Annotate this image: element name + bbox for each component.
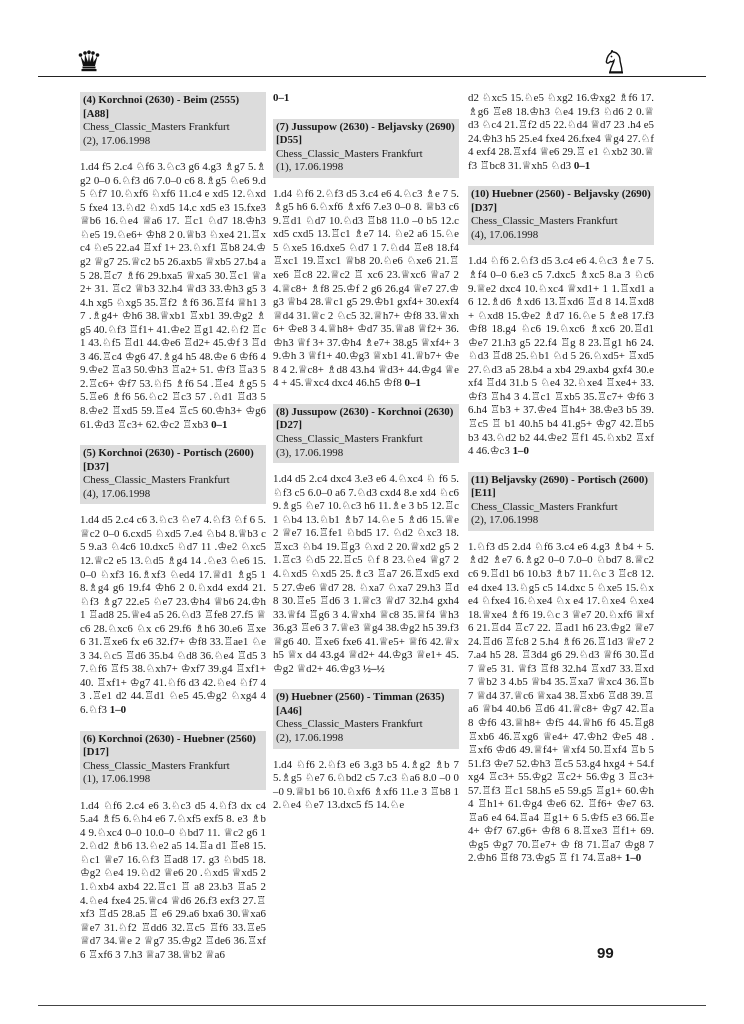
column-3 bbox=[468, 92, 654, 879]
game-11 bbox=[468, 472, 654, 866]
event-name: Chess_Classic_Masters Frankfurt bbox=[471, 500, 618, 513]
round-date: (2), 17.06.1998 bbox=[276, 731, 344, 744]
move-text bbox=[273, 92, 459, 106]
game-result: 0–1 bbox=[404, 377, 421, 390]
game-10 bbox=[468, 186, 654, 458]
event-name: Chess_Classic_Masters Frankfurt bbox=[276, 147, 423, 160]
round-date: (1), 17.06.1998 bbox=[276, 161, 344, 174]
game-header bbox=[273, 404, 459, 463]
event-name: Chess_Classic_Masters Frankfurt bbox=[83, 474, 230, 487]
round-date: (2), 17.06.1998 bbox=[83, 134, 151, 147]
move-text: 1.d4 d5 2.c4 dxc4 3.e3 e6 4.♘xc4 ♘ f6 5.♘f3 c5 6.0–0 a6 7.♘d3 cxd4 8.e xd4 ♘c6 9.♗g5 ♘e7 10.♘c3 h6 11.♗e 3 b5 12.♖c1 ♘b4 13.♘b1 ♗b7 14.♘e 5 ♗d6 15.♕e2 ♕e7 16.♖fe1 ♘bd5 17. ♘d2 ♘xc3 18.♖xc3 ♘b4 19.♖g3 ♘xd 2 20.♕xd2 g5 21.♖c3 ♘d5 22.♖c5 ♘f 8 23.♘e4 ♕g7 24.♘xd5 ♘xd5 25.♗c3 ♖a7 26.♖xd5 exd5 27.♔e6 ♕d7 28. ♘xa7 ♘xa7 29.h3 ♖d8 30.♖e5 ♖d6 3 1.♕c3 ♕d7 32.h4 gxh4 33.♕f4 ♖g6 3 4.♕xh4 ♕c8 35.♕f4 ♕h3 36.g3 ♖e6 3 7.♕e3 ♕g4 38.♔g2 h5 39.f3 ♕g6 40. ♖xe6 fxe6 41.♕e5+ ♕f6 42.♕xh5 ♕x d4 43.g4 ♕d2+ 44.♔g3 ♕e1+ 45.♔g2 ♕d2+ 46.♔g3 ½–½ bbox=[273, 473, 459, 675]
eco-code: [A88] bbox=[83, 107, 110, 120]
footer-rule bbox=[38, 1005, 706, 1006]
move-text: 1.d4 ♘f6 2.c4 e6 3.♘c3 d5 4.♘f3 dx c4 5.a4 ♗f5 6.♘h4 e6 7.♘xf5 exf5 8. e3 ♗b4 9.♘xc4 0–0 10.0–0 ♘bd7 11. ♕c2 g6 12.♘d2 ♗b6 13.♘e2 a5 14.♖a d1 ♖e8 15.♘c1 ♕e7 16.♘f3 ♖ad8 17. g3 ♘bd5 18.♔g2 ♘e4 19.♘d2 ♕e6 20 .♘xd5 ♕xd5 21.♘xb4 axb4 22.♖c1 ♖ a8 23.b3 ♖a5 24.♘e4 fxe4 25.♕c4 ♕d6 26.f3 exf3 27.♖xf3 ♖d5 28.a5 ♖ e6 29.a6 bxa6 30.♕xa6 ♕e7 31.♘f2 ♖dd6 32.♖c5 ♖f6 33.♖e5 ♕d7 34.♕e 2 ♕g7 35.♔g2 ♖de6 36.♖xf6 ♖xf6 3 7.h3 ♕a7 38.♕b2 ♕a6 bbox=[80, 799, 266, 961]
game-4 bbox=[80, 92, 266, 432]
game-header bbox=[80, 92, 266, 151]
event-name: Chess_Classic_Masters Frankfurt bbox=[83, 759, 230, 772]
event-name: Chess_Classic_Masters Frankfurt bbox=[276, 718, 423, 731]
game-5 bbox=[80, 445, 266, 717]
queen-icon bbox=[78, 50, 100, 72]
page-number: 99 bbox=[597, 945, 614, 962]
knight-icon bbox=[604, 50, 626, 74]
event-name: Chess_Classic_Masters Frankfurt bbox=[471, 215, 618, 228]
game-9-continued bbox=[468, 92, 654, 173]
game-result: 0–1 bbox=[211, 418, 228, 431]
game-header bbox=[80, 731, 266, 790]
move-text: d2 ♘xc5 15.♘e5 ♘xg2 16.♔xg2 ♗f6 17.♗g6 ♖e8 18.♔h3 ♘e4 19.f3 ♘d6 2 0.♕d3 ♘c4 21.♖f2 d5 22.♘d4 ♕d7 23 .h4 e5 24.♔h3 h5 25.e4 fxe4 26.fxe4 ♕g4 27.♘f4 exf4 28.♖xf4 ♕e6 29.♖ e1 ♘xb2 30.♕f3 ♖bc8 31.♕xh5 ♘d3 0–1 bbox=[468, 92, 654, 172]
round-date: (3), 17.06.1998 bbox=[276, 446, 344, 459]
game-title: (4) Korchnoi (2630) - Beim (2555) bbox=[83, 94, 240, 106]
round-date: (2), 17.06.1998 bbox=[471, 514, 539, 527]
move-text: 1.d4 ♘f6 2.♘f3 d5 3.c4 e6 4.♘c3 ♗e 7 5.♗g5 h6 6.♘xf6 ♗xf6 7.e3 0–0 8. ♕b3 c6 9.♖d1 ♘d7 10.♘d3 ♖b8 11.0 –0 b5 12.cxd5 cxd5 13.♖c1 ♗e7 14. ♘e2 a6 15.♘e5 ♘xe5 16.dxe5 ♘d7 1 7.♘d4 ♖e8 18.f4 ♖xc1 19.♖xc1 ♕b8 20.♘e6 ♘xe6 21.♖xe6 ♖c8 22.♕c2 ♖ xc6 23.♕xc6 ♕a7 24.♕c8+ ♗f8 25.♔f 2 g6 26.g4 ♕e7 27.♔g3 ♕b4 28.♕c1 g5 29.♔b1 gxf4+ 30.exf4 ♕d4 31.♕c 2 ♘c5 32.♕h7+ ♔f8 33.♕xh6+ ♔e8 3 4.♕h8+ ♔d7 35.♕a8 ♕f2+ 36.♔h3 ♕f 3+ 37.♔h4 ♗e7+ 38.g5 ♕xf4+ 39.♔h 3 ♕f1+ 40.♔g3 ♕xb1 41.♕b7+ ♔e8 4 2.♕c8+ ♗d8 43.h4 ♕d3+ 44.♔g4 ♕e4 + 45.♕xc4 dxc4 46.h5 ♔f8 0–1 bbox=[273, 187, 459, 390]
game-result: 0–1 bbox=[573, 159, 591, 172]
column-1 bbox=[80, 92, 266, 975]
round-date: (4), 17.06.1998 bbox=[471, 228, 539, 241]
round-date: (4), 17.06.1998 bbox=[83, 487, 151, 500]
game-result: 0–1 bbox=[273, 92, 290, 104]
game-result: 1–0 bbox=[624, 852, 642, 865]
game-result: 1–0 bbox=[109, 703, 127, 716]
move-text: 1.d4 ♘f6 2.♘f3 d5 3.c4 e6 4.♘c3 ♗e 7 5.♗f4 0–0 6.e3 c5 7.dxc5 ♗xc5 8.a 3 ♘c6 9.♕e2 dxc4 10.♘xc4 ♕xd1+ 1 1.♖xd1 a6 12.♗d6 ♗xd6 13.♖xd6 ♖d 8 14.♖xd8+ ♘xd8 15.♔e2 ♗d7 16.♘e 5 ♗e8 17.f3 ♔f8 18.g4 ♘c6 19.♘xc6 ♗xc6 20.♖d1 ♔e7 21.h3 g5 22.f4 ♖g 8 23.♖g1 h6 24.♘d3 ♖d8 25.♘b1 ♘d 5 26.♘xd5+ ♖xd5 27.♘d3 a5 28.b4 a xb4 29.axb4 gxf4 30.exf4 ♖d4 31.b 5 ♘e4 32.♘xe4 ♖xe4+ 33.♔f3 ♖h4 3 4.♖c1 ♖xb5 35.♖c7+ ♔f6 36.h4 ♖b3 + 37.♔e4 ♖h4+ 38.♔e3 b5 39.♖c5 ♖ b1 40.h5 b4 41.g5+ ♔g7 42.♖b5 b3 43.♘d2 b2 44.♔e2 ♖f1 45.♘xb2 ♖xf 4 46.♔c3 1–0 bbox=[468, 255, 654, 458]
game-header bbox=[273, 689, 459, 748]
move-text: 1.d4 d5 2.c4 c6 3.♘c3 ♘e7 4.♘f3 ♘f 6 5.♕c2 0–0 6.cxd5 ♘xd5 7.e4 ♘b4 8.♕b3 c5 9.a3 ♘4c6 10.dxc5 ♘d7 11 .♔e2 ♘xc5 12.♕c2 e5 13.♘d5 ♗g4 14 .♘e3 ♘e6 15.0–0 ♘xf3 16.♗xf3 ♘ed4 17.♕d1 ♗g5 18.♗g4 g6 19.f4 ♔h6 2 0.♘xd4 exd4 21.♘f3 ♗g7 22.e5 ♘e7 23.♔h4 ♕b6 24.♔h1 ♖ad8 25.♕e4 a5 26.♘d3 ♖fe8 27.f5 ♕c6 28.♘xc6 ♘x c6 29.f6 ♗h6 30.e6 ♖xe6 31.♖xe6 fx e6 32.f7+ ♔f8 33.♖ae1 ♘e3 34.♘c5 ♖d6 35.b4 ♘d8 36.♘e4 ♖d5 37.♘f6 ♖f5 38.♘xh7+ ♔xf7 39.g4 ♖xf1+ 40. ♖xf1+ ♔g7 41.♘f6 d3 42.♘e4 ♘f7 43 .♖e1 d2 44.♖d1 ♘e5 45.♔g2 ♘xg4 4 6.♘f3 1–0 bbox=[80, 514, 266, 716]
game-title: (8) Jussupow (2630) - Korchnoi (2630) [D27] bbox=[276, 405, 454, 432]
game-7 bbox=[273, 119, 459, 391]
game-6-continued bbox=[273, 92, 459, 106]
move-text: 1.d4 f5 2.c4 ♘f6 3.♘c3 g6 4.g3 ♗g7 5.♗g2 0–0 6.♘f3 d6 7.0–0 c6 8.♗g5 ♘e6 9.d5 ♘f7 10.♘xf6 ♘xf6 11.c4 e xd5 12.♘xd5 fxe4 13.♘d2 ♘xd5 14.c xd5 e3 15.fxe3 ♕b6 16.♘e4 ♕a6 17. ♖c1 ♘d7 18.♔h3 ♘e5 19.♘e6+ ♔h8 2 0.♕b3 ♘xe4 21.♖xc4 ♘e5 22.a4 ♖xf 1+ 23.♘xf1 ♖b8 24.♔g2 ♕g7 25.♕c2 b5 26.axb5 ♕xb5 27.b4 a5 28.♖c7 ♗f6 29.bxa5 ♕xa5 30.♖c1 ♕a2+ 31. ♖c2 ♕b3 32.h4 ♕d3 33.♔h3 g5 34.h xg5 ♘xg5 35.♖f2 ♗f6 36.♖f4 ♕h1 37 .♗g4+ ♔h6 38.♕xb1 ♖xb1 39.♔g2 ♗ g5 40.♘f3 ♖f1+ 41.♔e2 ♖g1 42.♘f2 ♖c1 43.♘f5 ♖d1 44.♔e6 ♖d2+ 45.♔f 3 ♖d3 46.♖c4 ♔g6 47.♗g4 h5 48.♔e 6 ♔f6 49.♔e2 ♖a3 50.♔h3 ♖a2+ 51. ♔f3 ♖a3 52.♖c6+ ♔f7 53.♘f5 ♗f6 54 .♖e4 ♗g5 55.♖e6 ♗f6 56.♘c2 ♖c3 57 .♘d1 ♖d3 58.♔e2 ♖xd5 59.♖e4 ♖c5 60.♔h3+ ♔g6 61.♔d3 ♖c3+ 62.♔c2 ♖xb3 0–1 bbox=[80, 161, 267, 431]
game-title: (5) Korchnoi (2630) - Portisch (2600) [D37] bbox=[83, 447, 254, 473]
game-title: (7) Jussupow (2630) - Beljavsky (2690) [D55] bbox=[276, 120, 455, 147]
event-name: Chess_Classic_Masters Frankfurt bbox=[83, 121, 230, 134]
game-result: ½–½ bbox=[362, 662, 385, 675]
move-text: 1.♘f3 d5 2.d4 ♘f6 3.c4 e6 4.g3 ♗b4 + 5.♗d2 ♗e7 6.♗g2 0–0 7.0–0 ♘bd7 8.♕c2 c6 9.♖d1 b6 10.b3 ♗b7 11.♘c 3 ♖c8 12.e4 dxe4 13.♘g5 c5 14.dxc 5 ♘xe5 15.♘xe4 ♘fxe4 16.♘xe4 ♘x e4 17.♘xe4 ♘xe4 18.♕xe4 ♗f6 19.♘c 3 ♕e7 20.♘xf6 ♕xf6 21.♖d4 ♖c7 22. ♖ad1 h6 23.♔g2 ♕e7 24.♖d6 ♖fc8 2 5.h4 ♗f6 26.♖1d3 ♕e7 27.a4 h5 28. ♖3d4 g6 29.♘d3 ♕f6 30.♖d7 ♕e5 31. ♕f3 ♖f8 32.h4 ♖xd7 33.♖xd7 ♕b2 3 4.b5 ♕b4 35.♖xa7 ♕xc4 36.♖b7 ♕d4 37.♕c6 ♕xa4 38.♖xb6 ♖d8 39.♖a6 ♕b4 40.b6 ♖d6 41.♕c8+ ♔g7 42.♖a8 ♔f6 43.♕h8+ ♔f5 44.♕h6 f6 45.♖g8 ♖xb6 46.♖xg6 ♕e4+ 47.♔h2 ♔e5 48 .♖xf6 ♔d6 49.♕f4+ ♕xf4 50.♖xf4 ♖b 5 51.f3 ♔e7 52.♔h3 ♖c5 53.g4 hxg4 + 54.fxg4 ♖c3+ 55.♔g2 ♖c2+ 56.♔g 3 ♖c3+ 57.♖f3 ♖c1 58.h5 e5 59.g5 ♖g1+ 60.♔h4 ♖h1+ 61.♔g4 ♔e6 62. ♖f6+ ♔e7 63.♖a6 e4 64.♖a4 ♖g1+ 6 5.♔f5 e3 66.♖e4+ ♔f7 67.g6+ ♔f8 6 8.♖xe3 ♖f1+ 69.♔g5 ♔g7 70.♖e7+ ♔ f8 71.♖a7 ♔g8 72.♔h6 ♖f8 73.♔g5 ♖ f1 74.♖a8+ 1–0 bbox=[468, 540, 654, 865]
game-title: (11) Beljavsky (2690) - Portisch (2600) [E11] bbox=[471, 473, 648, 500]
game-title: (6) Korchnoi (2630) - Huebner (2560) [D17] bbox=[83, 732, 256, 759]
header-rule bbox=[38, 76, 706, 77]
round-date: (1), 17.06.1998 bbox=[83, 773, 151, 786]
event-name: Chess_Classic_Masters Frankfurt bbox=[276, 433, 423, 446]
move-text: 1.d4 ♘f6 2.♘f3 e6 3.g3 b5 4.♗g2 ♗b 7 5.♗g5 ♘e7 6.♘bd2 c5 7.c3 ♘a6 8.0 –0 0–0 9.♕b1 b6 10.♘xf6 ♗xf6 11.e 3 ♖b8 12.♘e4 ♘e7 13.dxc5 f5 14.♘e bbox=[273, 758, 459, 812]
game-header bbox=[273, 119, 459, 178]
game-8 bbox=[273, 404, 459, 676]
game-result: 1–0 bbox=[512, 445, 529, 458]
game-header bbox=[468, 186, 654, 245]
game-title: (9) Huebner (2560) - Timman (2635) [A46] bbox=[276, 691, 445, 717]
game-header bbox=[80, 445, 266, 504]
game-9 bbox=[273, 689, 459, 812]
game-title: (10) Huebner (2560) - Beljavsky (2690) [D37] bbox=[471, 188, 651, 214]
game-6 bbox=[80, 731, 266, 963]
game-header bbox=[468, 472, 654, 531]
column-2 bbox=[273, 92, 459, 826]
